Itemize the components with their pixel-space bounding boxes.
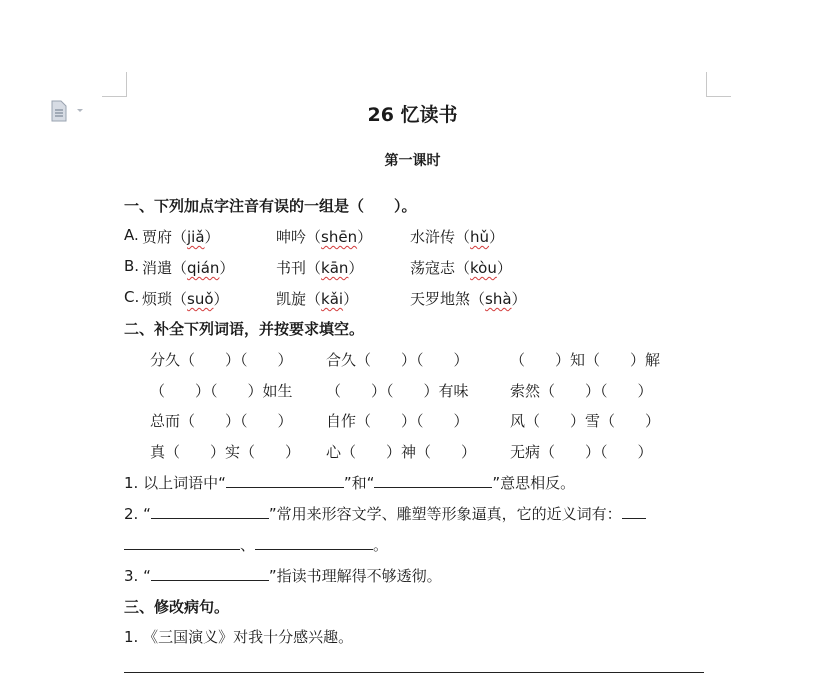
idiom-blank: 风（ ）雪（ ）	[510, 412, 661, 430]
option-item: 贾府（jiǎ）	[142, 228, 220, 246]
answer-blank[interactable]	[374, 473, 492, 488]
question-3-1: 1. 《三国演义》对我十分感兴趣。	[124, 628, 354, 646]
question-2-1: 1. 以上词语中“ ”和“ ”意思相反。	[124, 474, 576, 492]
option-item: 凯旋（kǎi）	[276, 290, 359, 308]
idiom-blank: 合久（ ）（ ）	[326, 351, 469, 369]
section1-heading: 一、下列加点字注音有误的一组是（ ）。	[124, 197, 417, 215]
idiom-blank: 心（ ）神（ ）	[326, 443, 477, 461]
answer-blank[interactable]	[151, 504, 269, 519]
idiom-blank: 总而（ ）（ ）	[150, 412, 293, 430]
page-corner-top-right	[706, 72, 731, 97]
option-item: 呻吟（shēn）	[276, 228, 373, 246]
idiom-blank: （ ）知（ ）解	[510, 351, 661, 369]
question-2-2: 2. “ ”常用来形容文学、雕塑等形象逼真，它的近义词有：	[124, 503, 646, 524]
answer-blank[interactable]	[255, 535, 373, 550]
option-item: 天罗地煞（shà）	[410, 290, 527, 308]
section3-heading: 三、修改病句。	[124, 598, 230, 616]
answer-blank[interactable]	[226, 473, 344, 488]
answer-line[interactable]	[124, 672, 704, 673]
idiom-blank: 自作（ ）（ ）	[326, 412, 469, 430]
option-item: 烦琐（suǒ）	[142, 290, 229, 308]
answer-blank[interactable]	[622, 504, 646, 519]
option-item: 消遣（qián）	[142, 259, 235, 277]
idiom-blank: （ ）（ ）如生	[150, 382, 293, 400]
option-label: B.	[124, 257, 140, 275]
idiom-blank: 无病（ ）（ ）	[510, 443, 653, 461]
answer-blank[interactable]	[151, 566, 269, 581]
question-2-3: 3. “ ”指读书理解得不够透彻。	[124, 567, 442, 585]
option-label: A.	[124, 226, 139, 244]
idiom-blank: （ ）（ ）有味	[326, 382, 469, 400]
page-title: 26 忆读书	[367, 104, 458, 126]
option-item: 水浒传（hǔ）	[410, 228, 505, 246]
option-item: 书刊（kān）	[276, 259, 364, 277]
option-label: C.	[124, 288, 140, 306]
answer-blank[interactable]	[124, 535, 240, 550]
option-item: 荡寇志（kòu）	[410, 259, 512, 277]
idiom-blank: 分久（ ）（ ）	[150, 351, 293, 369]
idiom-blank: 真（ ）实（ ）	[150, 443, 301, 461]
page-corner-top-left	[102, 72, 127, 97]
section2-heading: 二、补全下列词语，并按要求填空。	[124, 320, 365, 338]
question-2-2-continued: 、 。	[124, 534, 388, 555]
lesson-subtitle: 第一课时	[384, 153, 441, 169]
idiom-blank: 索然（ ）（ ）	[510, 382, 653, 400]
